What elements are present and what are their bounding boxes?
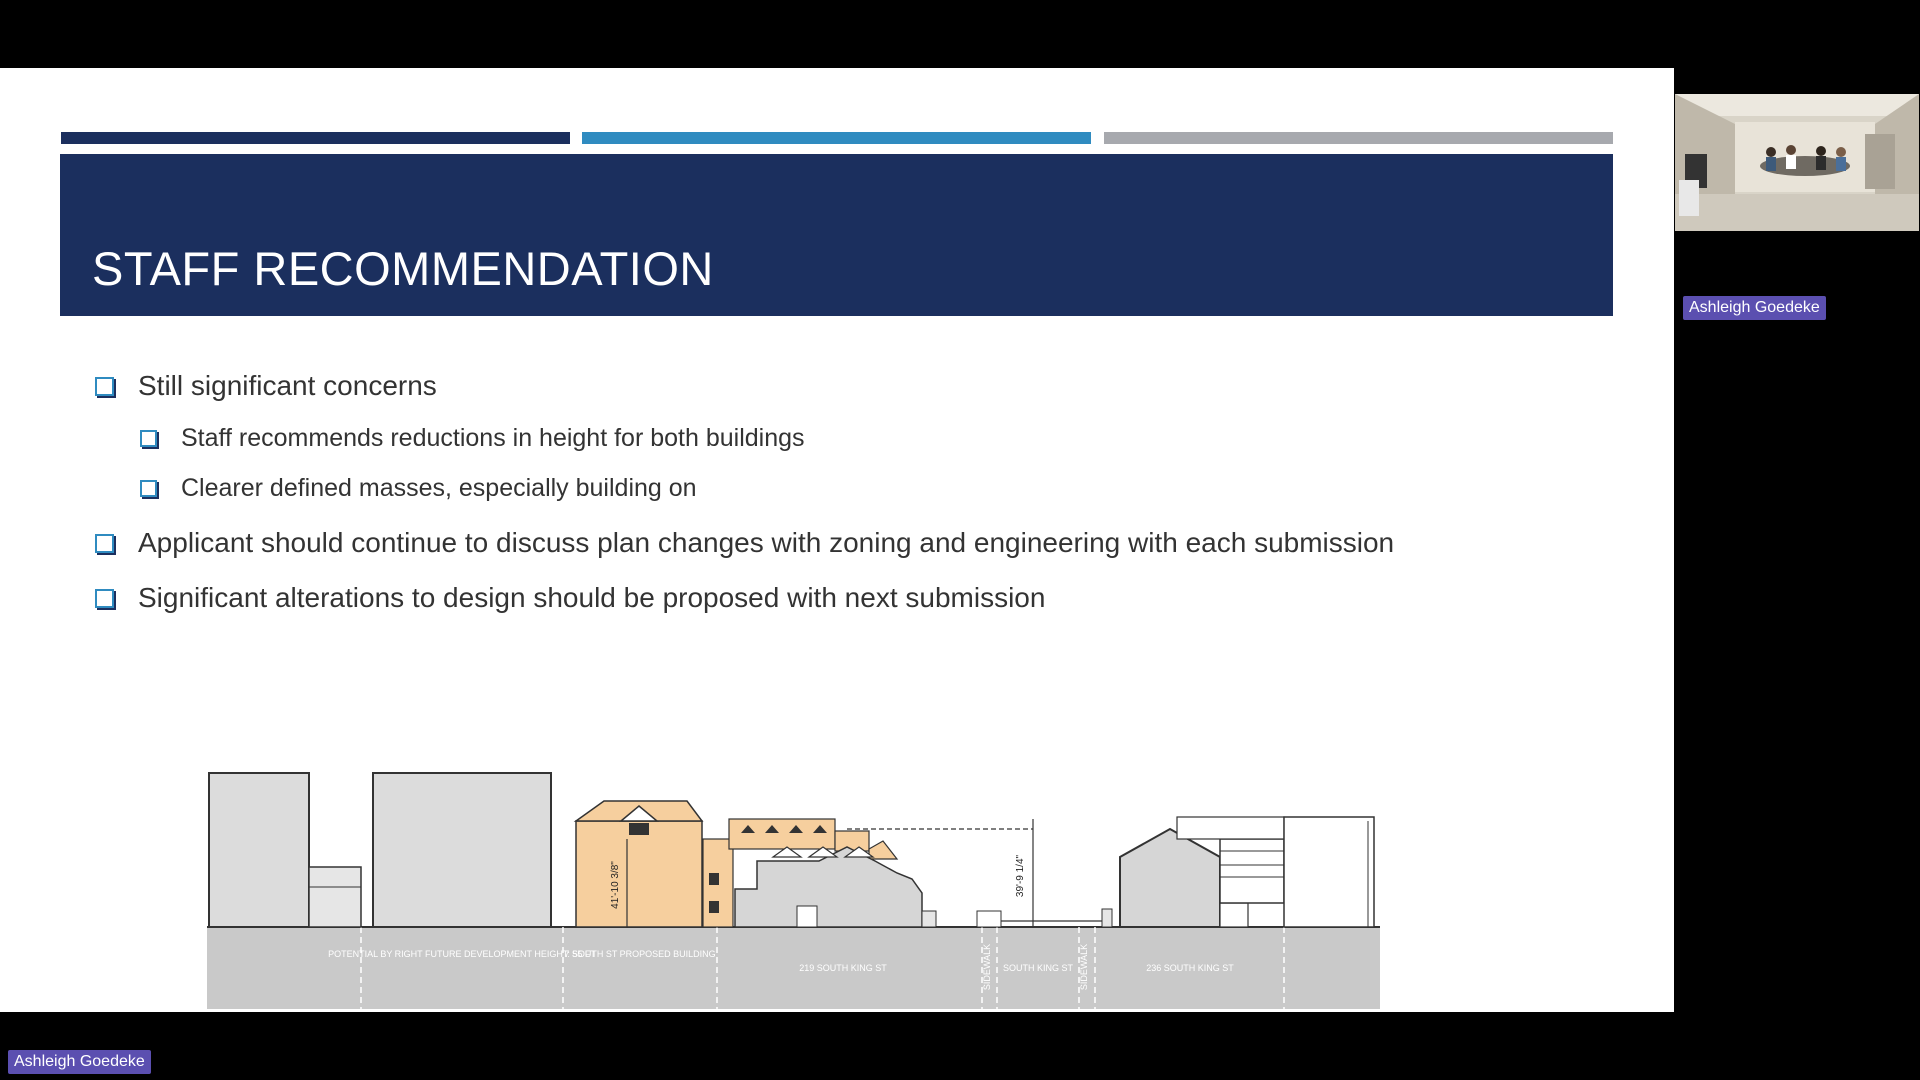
building-future-development — [373, 773, 551, 927]
building-219-south-king — [735, 847, 936, 927]
presentation-slide — [0, 68, 1674, 1012]
label-236-south-king: 236 SOUTH KING ST — [1146, 963, 1234, 973]
bullet-item — [95, 527, 1394, 559]
label-future-development: POTENTIAL BY RIGHT FUTURE DEVELOPMENT HEIGHT: 55 FT — [328, 949, 596, 959]
slide-title: STAFF RECOMMENDATION — [92, 242, 714, 295]
checkbox-bullet-icon — [95, 534, 114, 553]
accent-bar-navy — [61, 132, 570, 144]
label-sidewalk-1: SIDEWALK — [982, 943, 992, 991]
conference-room-video-image — [1675, 94, 1919, 231]
label-219-south-king: 219 SOUTH KING ST — [799, 963, 887, 973]
label-sidewalk-2: SIDEWALK — [1079, 943, 1089, 991]
video-participant-name-tag: Ashleigh Goedeke — [1683, 296, 1826, 320]
checkbox-bullet-icon — [140, 480, 157, 497]
title-band — [60, 154, 1613, 316]
accent-bar-blue — [582, 132, 1091, 144]
label-proposed-building: 7 SOUTH ST PROPOSED BUILDING — [564, 949, 716, 959]
dimension-label-2: 39'-9 1/4" — [1015, 854, 1026, 898]
checkbox-bullet-icon — [140, 430, 157, 447]
streetscape-elevation-drawing — [207, 761, 1380, 1009]
dimension-label-1: 41'-10 3/8" — [610, 861, 621, 909]
bullet-item — [140, 424, 805, 453]
label-south-king-st: SOUTH KING ST — [1002, 963, 1074, 973]
bullet-item — [95, 370, 437, 402]
building-left-1 — [209, 773, 309, 927]
bullet-text: Staff recommends reductions in height for both buildings — [181, 424, 805, 452]
checkbox-bullet-icon — [95, 589, 114, 608]
bullet-text: Still significant concerns — [138, 370, 437, 401]
bullet-text: Significant alterations to design should be proposed with next submission — [138, 582, 1046, 613]
bullet-item — [140, 474, 697, 503]
bullet-text: Applicant should continue to discuss plan changes with zoning and engineering with each submission — [138, 527, 1395, 558]
active-speaker-name-tag: Ashleigh Goedeke — [8, 1050, 151, 1074]
checkbox-bullet-icon — [95, 377, 114, 396]
bullet-text: Clearer defined masses, especially building on — [181, 474, 697, 502]
bullet-item — [95, 582, 1045, 614]
accent-bar-gray — [1104, 132, 1613, 144]
building-236-south-king — [1120, 817, 1374, 927]
participant-video-thumbnail[interactable] — [1675, 94, 1919, 231]
